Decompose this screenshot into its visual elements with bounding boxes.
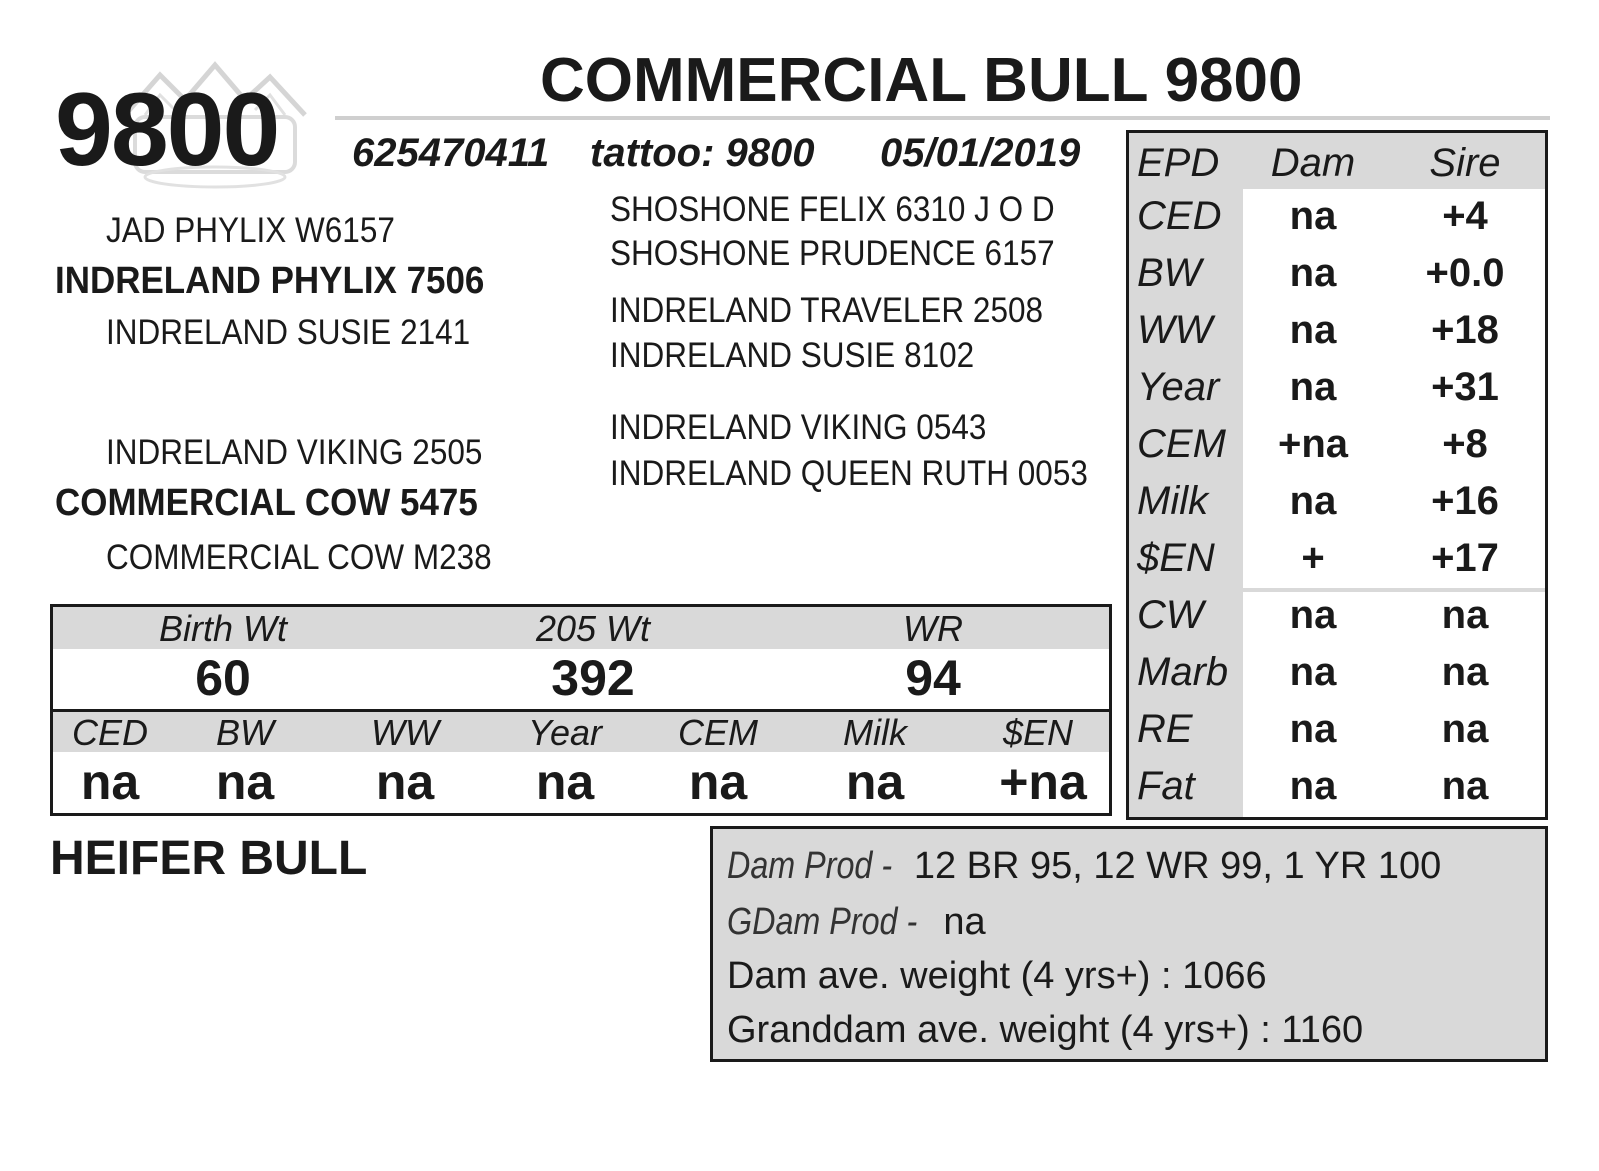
epd-row-label: WW: [1137, 308, 1213, 352]
lot-number: 9800: [55, 72, 279, 188]
dam-name: COMMERCIAL COW 5475: [55, 482, 478, 524]
epd-row-sire: na: [1441, 764, 1489, 808]
dam-production-value: 12 BR 95, 12 WR 99, 1 YR 100: [913, 845, 1442, 887]
epd-row-dam: na: [1289, 251, 1337, 295]
perf-epd-label: Milk: [843, 712, 907, 753]
production-box: [710, 826, 1548, 1062]
epd-row-label: Marb: [1137, 650, 1229, 694]
designation-label: HEIFER BULL: [50, 832, 368, 885]
animal-title: COMMERCIAL BULL 9800: [540, 46, 1303, 115]
sire-name: INDRELAND PHYLIX 7506: [55, 260, 485, 302]
granddam-production-label: GDam Prod -: [727, 901, 918, 943]
perf-epd-value: na: [535, 754, 595, 810]
granddam-production-value: na: [943, 901, 986, 943]
epd-row-label: $EN: [1137, 536, 1215, 580]
weaning-ratio-value: 94: [905, 650, 961, 706]
epd-row-dam: na: [1289, 650, 1337, 694]
great-grandparent: SHOSHONE FELIX 6310 J O D: [610, 190, 1055, 229]
epd-row-sire: +17: [1431, 536, 1499, 580]
epd-row-label: CED: [1137, 194, 1222, 238]
epd-header-dam: Dam: [1270, 141, 1356, 185]
epd-row-label: RE: [1137, 707, 1193, 751]
sire-of-dam: INDRELAND VIKING 2505: [106, 433, 483, 472]
title-divider: [335, 116, 1550, 120]
epd-table: [1126, 130, 1548, 820]
great-grandparent: SHOSHONE PRUDENCE 6157: [610, 234, 1055, 273]
epd-row-dam: +: [1301, 536, 1325, 580]
perf-epd-label: CEM: [678, 712, 758, 753]
weaning-weight-label: 205 Wt: [535, 608, 651, 649]
epd-row-label: Milk: [1137, 479, 1209, 523]
perf-epd-value: na: [688, 754, 748, 810]
epd-row-dam: na: [1289, 593, 1337, 637]
epd-row-dam: na: [1289, 707, 1337, 751]
birth-weight-value: 60: [195, 650, 251, 706]
epd-row-dam: na: [1289, 365, 1337, 409]
weaning-ratio-label: WR: [903, 608, 963, 649]
epd-row-dam: +na: [1277, 422, 1349, 466]
great-grandparent: INDRELAND VIKING 0543: [610, 408, 987, 447]
granddam-production-line: [727, 903, 986, 941]
epd-header-epd: EPD: [1137, 141, 1220, 185]
epd-row-dam: na: [1289, 308, 1337, 352]
perf-epd-value: na: [215, 754, 275, 810]
granddam-average-weight: Granddam ave. weight (4 yrs+) : 1160: [727, 1009, 1364, 1051]
perf-epd-label: CED: [71, 712, 148, 753]
epd-row-sire: na: [1441, 650, 1489, 694]
epd-section-divider: [1243, 588, 1545, 592]
perf-epd-label: $EN: [1002, 712, 1074, 753]
perf-epd-label: WW: [371, 712, 439, 753]
epd-row-label: Year: [1137, 365, 1220, 409]
dam-of-sire: INDRELAND SUSIE 2141: [106, 313, 471, 352]
perf-epd-value: na: [80, 754, 140, 810]
perf-epd-label: Year: [527, 712, 603, 753]
epd-row-dam: na: [1289, 194, 1337, 238]
great-grandparent: INDRELAND TRAVELER 2508: [610, 291, 1044, 330]
weaning-weight-value: 392: [551, 650, 635, 706]
epd-row-sire: na: [1441, 707, 1489, 751]
epd-row-label: BW: [1137, 251, 1202, 295]
perf-epd-value: +na: [999, 754, 1087, 810]
epd-row-sire: +18: [1431, 308, 1499, 352]
performance-box: [50, 604, 1112, 816]
epd-row-sire: +0.0: [1425, 251, 1505, 295]
great-grandparent: INDRELAND SUSIE 8102: [610, 336, 975, 375]
dam-of-dam: COMMERCIAL COW M238: [106, 538, 492, 577]
great-grandparent: INDRELAND QUEEN RUTH 0053: [610, 454, 1088, 493]
epd-row-dam: na: [1289, 479, 1337, 523]
epd-row-label: Fat: [1137, 764, 1195, 808]
epd-row-dam: na: [1289, 764, 1337, 808]
epd-row-sire: +4: [1442, 194, 1488, 238]
perf-epd-value: na: [375, 754, 435, 810]
birth-weight-label: Birth Wt: [158, 608, 287, 649]
tattoo: tattoo: 9800: [590, 131, 815, 175]
dam-production-label: Dam Prod -: [727, 845, 893, 887]
epd-row-sire: na: [1441, 593, 1489, 637]
sire-of-sire: JAD PHYLIX W6157: [106, 211, 395, 250]
epd-header-sire: Sire: [1429, 141, 1501, 185]
perf-epd-label: BW: [216, 712, 274, 753]
perf-epd-value: na: [845, 754, 905, 810]
birth-date: 05/01/2019: [880, 131, 1081, 175]
epd-row-sire: +8: [1442, 422, 1488, 466]
epd-row-sire: +31: [1431, 365, 1499, 409]
dam-production-line: [727, 847, 1441, 885]
epd-row-sire: +16: [1431, 479, 1499, 523]
epd-row-label: CW: [1137, 593, 1204, 637]
registration-number: 625470411: [352, 131, 550, 175]
epd-row-label: CEM: [1137, 422, 1226, 466]
dam-average-weight: Dam ave. weight (4 yrs+) : 1066: [727, 955, 1267, 997]
